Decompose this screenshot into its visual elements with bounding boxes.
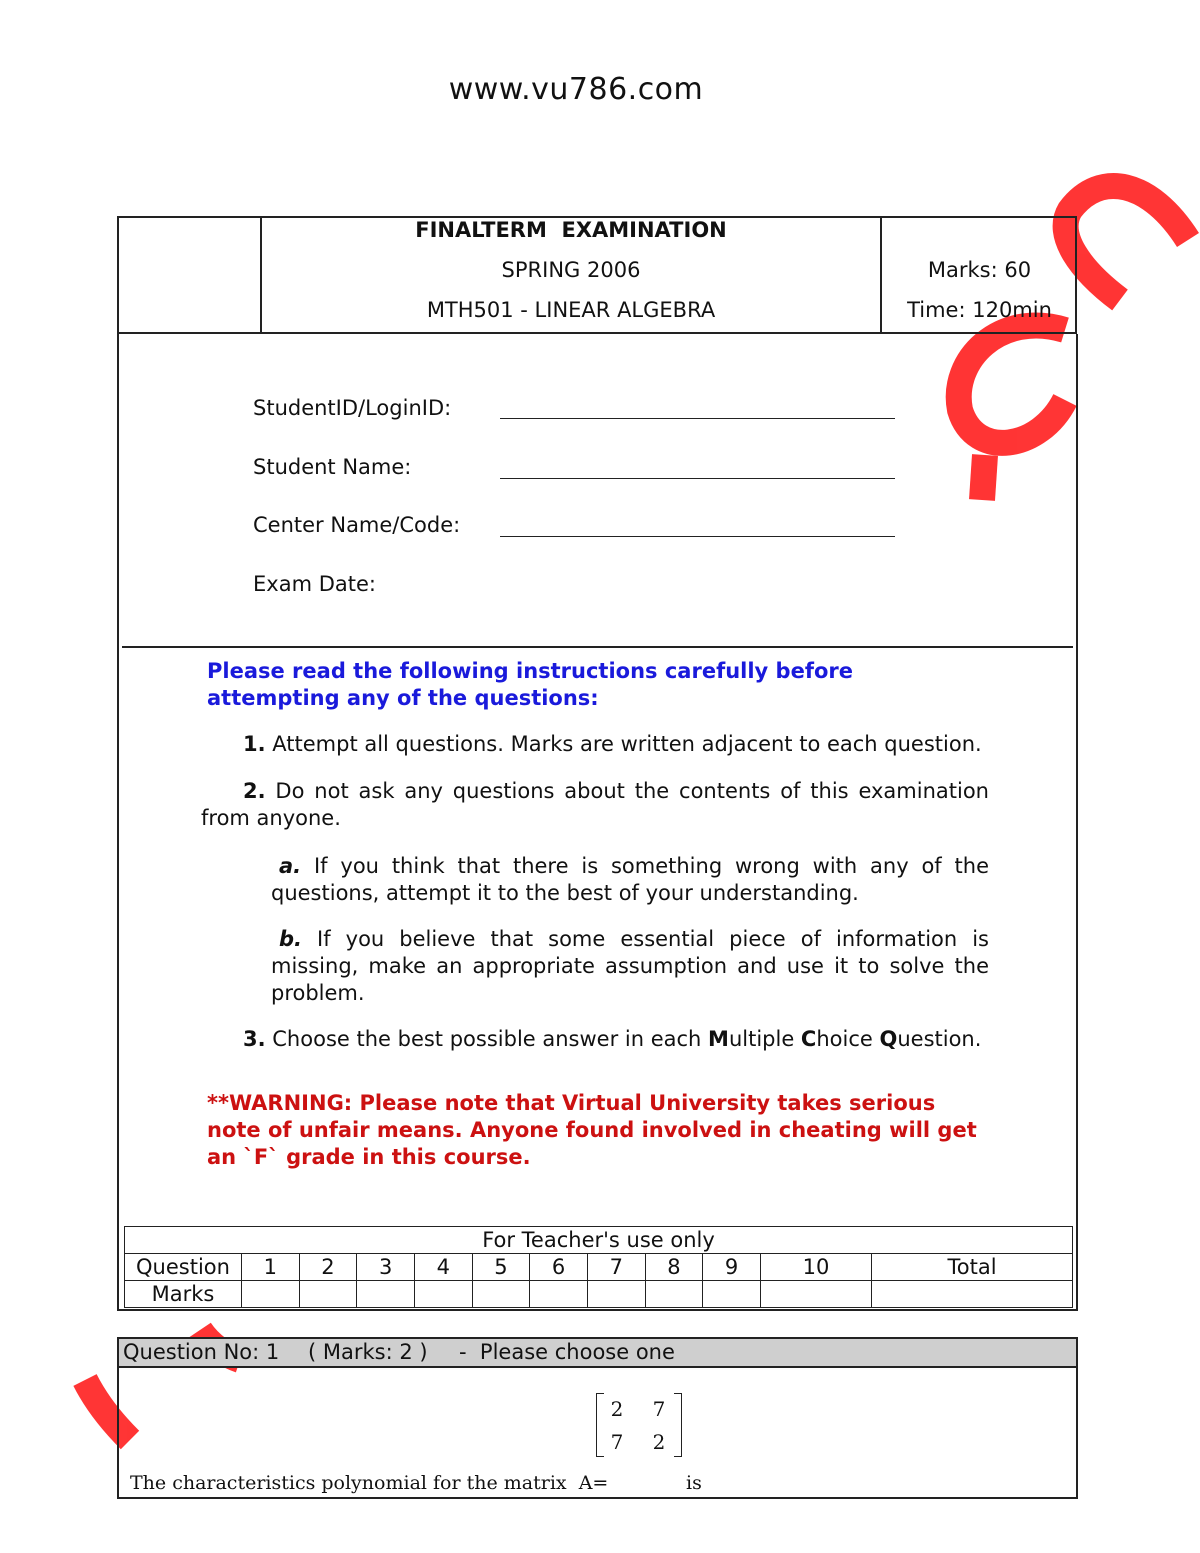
marks-cell-10 xyxy=(760,1281,871,1308)
marks-cell-8 xyxy=(645,1281,703,1308)
matrix-bracket-left xyxy=(596,1393,604,1457)
col-header-total: Total xyxy=(872,1254,1073,1281)
col-header-6: 6 xyxy=(530,1254,588,1281)
col-header-10: 10 xyxy=(760,1254,871,1281)
col-header-3: 3 xyxy=(357,1254,415,1281)
instruction-3 xyxy=(243,1026,993,1053)
question-number: Question No: 1 xyxy=(123,1340,280,1364)
instruction-3-ultiple: ultiple xyxy=(728,1027,801,1051)
instruction-3-c: C xyxy=(800,1027,817,1051)
instruction-3-number: 3. xyxy=(243,1027,266,1051)
instruction-2-text: Do not ask any questions about the contents of this examination from anyone. xyxy=(201,779,989,830)
matrix-cell: 2 xyxy=(652,1430,666,1454)
instructions-title: Please read the following instructions carefully before attempting any of the questions: xyxy=(207,659,853,710)
student-id-line[interactable] xyxy=(500,418,895,419)
matrix-cell: 7 xyxy=(610,1430,624,1454)
student-name-label: Student Name: xyxy=(253,455,412,479)
col-header-2: 2 xyxy=(299,1254,357,1281)
question-header xyxy=(119,1339,1076,1368)
matrix-cell: 7 xyxy=(652,1397,666,1421)
question-instruction: - Please choose one xyxy=(459,1340,675,1364)
section-separator xyxy=(122,646,1073,648)
center-line[interactable] xyxy=(500,536,895,537)
total-marks: Marks: 60 xyxy=(927,258,1032,282)
center-label: Center Name/Code: xyxy=(253,513,461,537)
instruction-1-text: Attempt all questions. Marks are written adjacent to each question. xyxy=(265,732,982,756)
course-title: MTH501 - LINEAR ALGEBRA xyxy=(426,298,716,322)
instruction-1-number: 1. xyxy=(243,732,266,756)
col-header-5: 5 xyxy=(472,1254,530,1281)
matrix-bracket-right xyxy=(674,1393,682,1457)
marks-cell-5 xyxy=(472,1281,530,1308)
question-text: The characteristics polynomial for the matrix A= xyxy=(130,1472,609,1494)
instruction-3-uestion: uestion. xyxy=(897,1027,982,1051)
col-header-7: 7 xyxy=(587,1254,645,1281)
student-name-line[interactable] xyxy=(500,478,895,479)
marks-cell-2 xyxy=(299,1281,357,1308)
instruction-3-text: Choose the best possible answer in each xyxy=(265,1027,709,1051)
site-url[interactable]: www.vu786.com xyxy=(448,72,704,107)
instruction-3-hoice: hoice xyxy=(816,1027,880,1051)
col-header-1: 1 xyxy=(242,1254,300,1281)
instruction-3-m: M xyxy=(708,1027,729,1051)
marks-cell-3 xyxy=(357,1281,415,1308)
instruction-3-q: Q xyxy=(879,1027,898,1051)
instruction-2a-text: If you think that there is something wrong with any of the questions, attempt it to the best of your understanding. xyxy=(271,854,989,905)
question-text-end: is xyxy=(686,1472,702,1494)
teacher-table-caption: For Teacher's use only xyxy=(125,1227,1073,1254)
marks-cell-7 xyxy=(587,1281,645,1308)
instruction-2-number: 2. xyxy=(243,779,266,803)
cheating-warning: **WARNING: Please note that Virtual University takes serious note of unfair means. Anyone found involved in cheating will get an `F` grade in this course. xyxy=(207,1091,977,1169)
question-marks: ( Marks: 2 ) xyxy=(308,1340,428,1364)
exam-date-label: Exam Date: xyxy=(253,572,376,596)
instruction-2b-text: If you believe that some essential piece of information is missing, make an appropriate assumption and use it to solve the problem. xyxy=(271,927,989,1005)
instruction-2a-letter: a. xyxy=(279,854,302,878)
instruction-2a xyxy=(271,853,989,907)
col-header-8: 8 xyxy=(645,1254,703,1281)
instruction-1 xyxy=(243,731,993,758)
instruction-2b xyxy=(271,926,989,1007)
col-header-9: 9 xyxy=(703,1254,761,1281)
exam-time: Time: 120min xyxy=(907,298,1052,322)
exam-session: SPRING 2006 xyxy=(501,258,641,282)
matrix-a xyxy=(596,1393,682,1457)
col-header-4: 4 xyxy=(414,1254,472,1281)
row-label-marks: Marks xyxy=(125,1281,242,1308)
teacher-marks-table xyxy=(124,1226,1073,1308)
marks-cell-9 xyxy=(703,1281,761,1308)
marks-cell-1 xyxy=(242,1281,300,1308)
marks-cell-4 xyxy=(414,1281,472,1308)
marks-cell-total xyxy=(872,1281,1073,1308)
exam-type: FINALTERM EXAMINATION xyxy=(415,218,727,242)
row-label-question: Question xyxy=(125,1254,242,1281)
instruction-2 xyxy=(201,778,989,832)
marks-cell-6 xyxy=(530,1281,588,1308)
student-id-label: StudentID/LoginID: xyxy=(253,396,452,420)
matrix-cell: 2 xyxy=(610,1397,624,1421)
instruction-2b-letter: b. xyxy=(279,927,303,951)
watermark-stroke-n xyxy=(1066,186,1188,300)
